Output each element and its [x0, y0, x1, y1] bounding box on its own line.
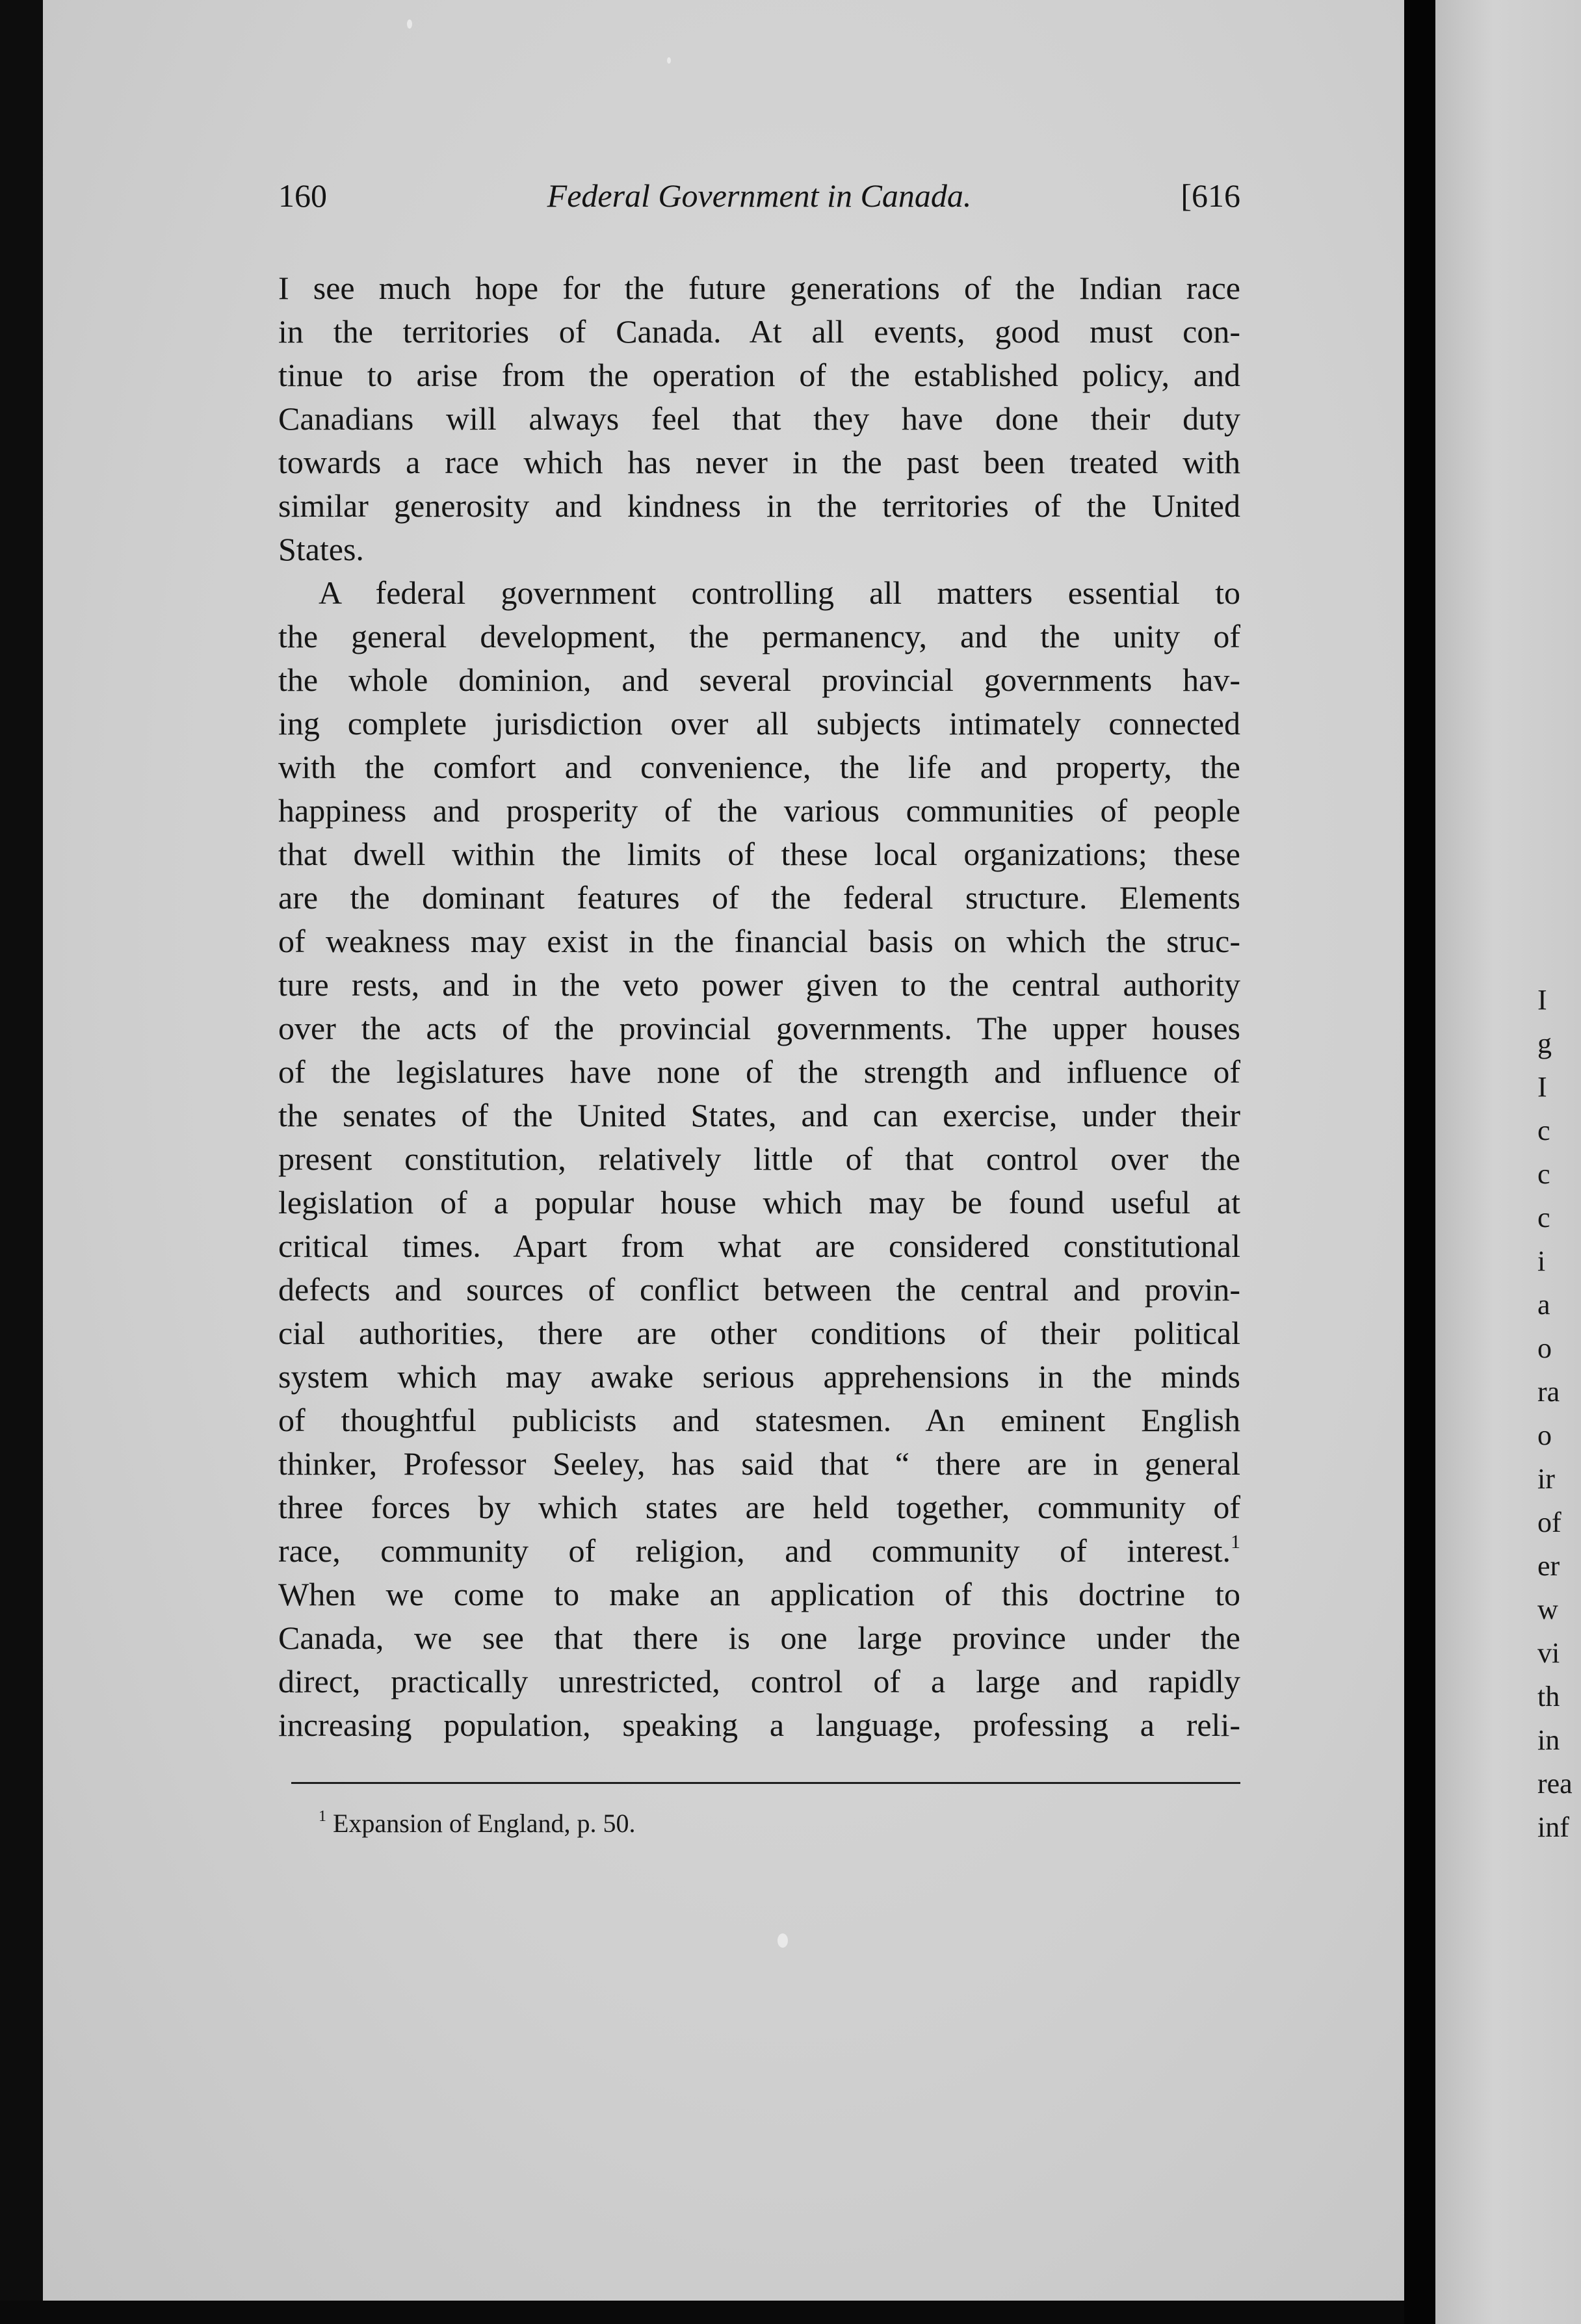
- footnote-marker: 1: [319, 1808, 326, 1826]
- footnote: [319, 1808, 636, 1839]
- adjacent-letter: c: [1537, 1202, 1550, 1233]
- adjacent-letter: c: [1537, 1158, 1550, 1190]
- text-line: race, community of religion, and community of interest.: [278, 1532, 1231, 1569]
- adjacent-letter: o: [1537, 1332, 1552, 1364]
- text-line: the whole dominion, and several provincial governments hav-: [278, 662, 1240, 698]
- adjacent-letter: inf: [1537, 1811, 1569, 1843]
- text-line: critical times. Apart from what are considered constitutional: [278, 1228, 1240, 1264]
- adjacent-letter: I: [1537, 1071, 1547, 1103]
- text-line: Canada, we see that there is one large province under the: [278, 1620, 1240, 1656]
- text-line: happiness and prosperity of the various communities of people: [278, 792, 1240, 829]
- text-line: similar generosity and kindness in the territories of the United: [278, 487, 1240, 524]
- running-head-title: Federal Government in Canada.: [547, 177, 972, 214]
- adjacent-letter: rea: [1537, 1768, 1573, 1800]
- footnote-text: Expansion of England, p. 50.: [333, 1809, 636, 1838]
- paper-speck: [777, 1933, 788, 1948]
- text-line: defects and sources of conflict between the central and provin-: [278, 1271, 1240, 1308]
- text-line: the senates of the United States, and can exercise, under their: [278, 1097, 1240, 1133]
- running-head: [278, 177, 1240, 229]
- text-line: cial authorities, there are other conditions of their political: [278, 1315, 1240, 1351]
- text-line: over the acts of the provincial governments. The upper houses: [278, 1010, 1240, 1046]
- adjacent-letter: i: [1537, 1245, 1546, 1277]
- adjacent-letter: th: [1537, 1681, 1560, 1712]
- text-line: direct, practically unrestricted, control of a large and rapidly: [278, 1663, 1240, 1699]
- text-line: A federal government controlling all matters essential to: [319, 575, 1240, 611]
- text-line: ing complete jurisdiction over all subjects intimately connected: [278, 705, 1240, 742]
- adjacent-letter: er: [1537, 1550, 1560, 1582]
- text-line: thinker, Professor Seeley, has said that “ there are in general: [278, 1445, 1240, 1482]
- adjacent-letter: o: [1537, 1419, 1552, 1451]
- adjacent-letter: g: [1537, 1027, 1552, 1059]
- adjacent-letter: in: [1537, 1724, 1560, 1756]
- text-line: increasing population, speaking a language, professing a reli-: [278, 1707, 1240, 1743]
- adjacent-letter: of: [1537, 1506, 1561, 1538]
- adjacent-page-text: [1537, 978, 1581, 1849]
- book-page: [43, 0, 1404, 2301]
- text-line: States.: [278, 531, 364, 567]
- paper-speck: [667, 57, 671, 64]
- text-line-with-note: [278, 1529, 1240, 1573]
- text-line: When we come to make an application of this doctrine to: [278, 1576, 1240, 1612]
- text-line: of the legislatures have none of the strength and influence of: [278, 1053, 1240, 1090]
- adjacent-letter: w: [1537, 1594, 1558, 1625]
- text-line: Canadians will always feel that they have done their duty: [278, 400, 1240, 437]
- adjacent-letter: I: [1537, 984, 1547, 1016]
- adjacent-letter: a: [1537, 1289, 1550, 1321]
- text-line: in the territories of Canada. At all events, good must con-: [278, 313, 1240, 350]
- folio-number: [616: [1181, 177, 1240, 214]
- paper-speck: [407, 19, 412, 29]
- adjacent-letter: ra: [1537, 1376, 1560, 1408]
- scan-bottom-edge: [0, 2301, 1404, 2324]
- text-line: towards a race which has never in the past been treated with: [278, 444, 1240, 480]
- adjacent-letter: c: [1537, 1115, 1550, 1146]
- text-line: of thoughtful publicists and statesmen. An eminent English: [278, 1402, 1240, 1438]
- text-line: tinue to arise from the operation of the established policy, and: [278, 357, 1240, 393]
- book-gutter: [1404, 0, 1435, 2324]
- adjacent-letter: ir: [1537, 1463, 1555, 1495]
- text-line: the general development, the permanency, and the unity of: [278, 618, 1240, 654]
- text-line: that dwell within the limits of these local organizations; these: [278, 836, 1240, 872]
- adjacent-letter: vi: [1537, 1637, 1560, 1669]
- text-line: are the dominant features of the federal structure. Elements: [278, 879, 1240, 916]
- text-line: of weakness may exist in the financial basis on which the struc-: [278, 923, 1240, 959]
- text-line: with the comfort and convenience, the life and property, the: [278, 749, 1240, 785]
- text-line: system which may awake serious apprehensions in the minds: [278, 1358, 1240, 1395]
- footnote-rule: [291, 1782, 1240, 1784]
- footnote-reference: 1: [1231, 1531, 1240, 1553]
- page-number: 160: [278, 177, 327, 214]
- text-line: three forces by which states are held together, community of: [278, 1489, 1240, 1525]
- body-text: [278, 266, 1240, 1747]
- text-line: legislation of a popular house which may be found useful at: [278, 1184, 1240, 1220]
- text-line: ture rests, and in the veto power given to the central authority: [278, 966, 1240, 1003]
- text-line: present constitution, relatively little of that control over the: [278, 1141, 1240, 1177]
- text-line: I see much hope for the future generations of the Indian race: [278, 270, 1240, 306]
